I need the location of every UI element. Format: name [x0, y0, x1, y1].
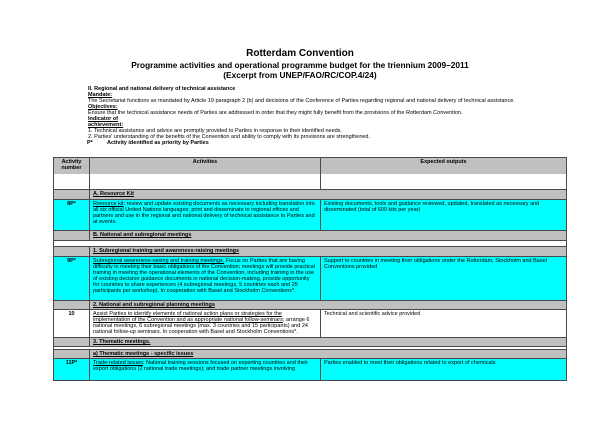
section-heading-3a: a) Thematic meetings - specific issues: [93, 351, 194, 357]
section-heading-3: 3. Thematic meetings.: [93, 339, 151, 345]
document-header: [0, 48, 600, 80]
expected-output: Support to countries in meeting their obligations under the Rotterdam, Stockholm and Basel Conventions provided: [324, 258, 547, 270]
activity-number: 8P*: [54, 200, 90, 230]
activity-description: Trade-related issues: National training sessions focused on exporting countries and their export obligations (2 national trade meetings); and trade partner meetings involving: [90, 359, 321, 380]
activity-description: Subregional awareness-raising and training meetings. Focus on Parties that are having difficulty in meeting their basic obligations of the Convention; meetings will provide practical training in meeting the operational elements of the Convention, including training in the use of existing decision guidance documents in national decision-making, provide opportunity for countries to share experiences (4 subregional meetings, 5 countries each and 25 participants per workshop). In cooperation with Basel and Stockholm Conventions*.: [90, 257, 321, 300]
table-row-9: [54, 257, 566, 301]
indicator-item-2: 2. Parties' understanding of the benefits of the Convention and ability to comply with its provisions are strengthened.: [88, 134, 371, 140]
activity-description: Resource kit: review and update existing documents as necessary including translation into all six official United Nations languages; print and disseminate to regional offices and partners and use in the regional and national delivery of technical assistance to Parties and at events.: [90, 200, 321, 230]
table-row-10: [54, 310, 566, 338]
section-row-1: [54, 247, 566, 257]
document-subtitle: Programme activities and operational programme budget for the triennium 2009–2011: [131, 60, 469, 70]
priority-legend: [87, 140, 570, 146]
indicator-label-line1: Indicator of: [88, 116, 118, 122]
section-row-2: [54, 301, 566, 310]
activity-number: 10: [54, 310, 90, 337]
header-activities: Activities: [90, 158, 321, 174]
priority-note: Activity identified as priority by Parties: [107, 140, 209, 146]
activities-table: [53, 157, 567, 381]
indicator-label-line2: achievement:: [88, 122, 124, 128]
document-source-line: (Excerpt from UNEP/FAO/RC/COP.4/24): [223, 70, 377, 80]
expected-output: Technical and scientific advice provided: [324, 311, 421, 317]
activity-number: 11P*: [54, 359, 90, 380]
priority-marker: P*: [87, 140, 93, 146]
table-row-8: [54, 200, 566, 231]
section-heading-b: B. National and subregional meetings: [93, 232, 192, 238]
objectives-label: Objectives:: [88, 104, 118, 110]
table-header-empty-row: [54, 174, 566, 190]
section-heading-1: 1. Subregional training and awareness-raising meetings: [93, 248, 240, 254]
document-title: Rotterdam Convention: [246, 48, 354, 59]
table-row-11: [54, 359, 566, 380]
header-expected-outputs: Expected outputs: [420, 159, 467, 165]
expected-output: Parties enabled to meet their obligations related to export of chemicals: [324, 360, 496, 366]
section-row-3: [54, 338, 566, 347]
activity-description: Assist Parties to identify elements of national action plans or strategies for the implementation of the Convention and as appropriate national follow-seminars; arrange 6 national meetings, 6 subregional meetings (max. 3 countries and 15 participants) and 24 national follow-up seminars. In cooperation with Basel and Stockholm Conventions*.: [90, 310, 321, 337]
table-header-row: [54, 158, 566, 174]
section-row-3a: [54, 350, 566, 359]
objectives-text: Ensure that the technical assistance needs of Parties are addressed in order that they might fully benefit from the provisions of the Rotterdam Convention.: [88, 110, 463, 116]
section-heading: II. Regional and national delivery of technical assistance: [88, 86, 236, 92]
expected-output: Existing documents, tools and guidance reviewed, updated, translated as necessary and disseminated (total of 600 kits per year): [324, 201, 540, 213]
mandate-label: Mandate:: [88, 92, 113, 98]
indicator-item-1: 1. Technical assistance and advice are promptly provided to Parties in response to their identified needs.: [88, 128, 342, 134]
section-heading-a: A. Resource Kit: [93, 191, 134, 197]
activity-number: 9P*: [54, 257, 90, 300]
intro-block: [88, 86, 570, 146]
mandate-text: The Secretariat functions as mandated by Article 19 paragraph 2 (b) and decisions of the Conference of Parties regarding regional and national delivery of technical assistance.: [88, 98, 515, 104]
section-heading-2: 2. National and subregional planning meetings: [93, 302, 215, 308]
section-row-a: [54, 190, 566, 200]
section-row-b: [54, 231, 566, 241]
header-activity-number: Activity number: [54, 158, 90, 174]
